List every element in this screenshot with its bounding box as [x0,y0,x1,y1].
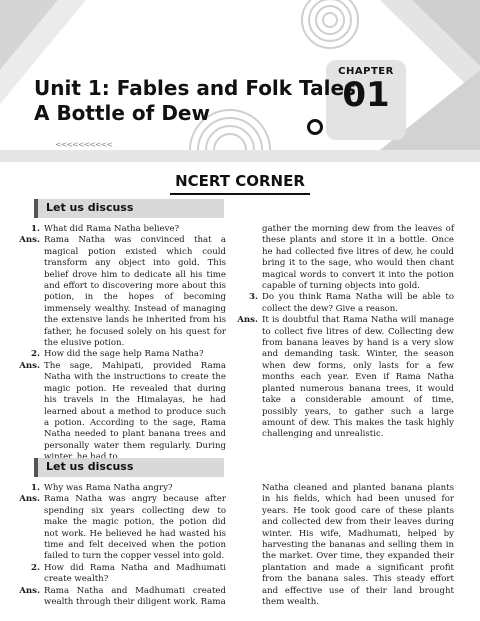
block1-right-column [226,224,454,441]
answer-2-continued: gather the morning dew from the leaves of these plants and store it in a bottle. Once he had collected five litres of dew, he could bring it to the sage, who would then chant magical words to convert it into the potion capable of turning objects into gold. [262,224,454,292]
unit-title-line2: A Bottle of Dew [34,101,210,125]
answer-2-continued: Natha cleaned and planted banana plants in his fields, which had been unused for years. He took good care of these plants and collected dew from their leaves during winter. His wife, Madhumati, helped by harvesting the bananas and selling them in the market. Over time, they expanded their plantation and made a significant profit from the banana sales. This steady effort and effective use of their land brought them wealth. [262,483,454,608]
unit-title [34,76,356,126]
unit-title-line1: Unit 1: Fables and Folk Tales [34,76,356,100]
block1-left-column [8,224,226,464]
chapter-number: 01 [342,75,390,115]
answer-1: Ans. Rama Natha was convinced that a magical potion existed which could transform any object into gold. This belief drove him to dedicate all his time and effort to discovering more about this potion, in the hopes of becoming immensely wealthy. Instead of managing the extensive lands he inherited from his father, he focused solely on his quest for the elusive potion. [19,235,226,349]
chapter-badge [326,66,406,113]
discuss-heading-marker [34,199,38,218]
question-1: 1. What did Rama Natha believe? [31,224,180,234]
discuss-heading-2 [34,458,224,477]
discuss-heading-text: Let us discuss [46,201,134,214]
chevrons-decoration: <<<<<<<<<< [55,140,113,149]
answer-3: Ans. It is doubtful that Rama Natha will manage to collect five litres of dew. Collecting dew from banana leaves by hand is a very slow and demanding task. Winter, the season when dew forms, only lasts for a few months each year. Even if Rama Natha planted numerous banana trees, it would take a considerable amount of time, possibly years, to gather such a large amount of dew. This makes the task highly challenging and unrealistic. [237,315,454,440]
block2-right-column [262,483,454,608]
question-2: 2. How did the sage help Rama Natha? [31,349,204,360]
chapter-label: CHAPTER [338,66,394,77]
answer-1: Ans. Rama Natha was angry because after spending six years collecting dew to make the magic potion, the potion did not work. He believed he had wasted his time and felt deceived when the potion failed to turn the copper vessel into gold. [19,494,226,562]
section-title: NCERT CORNER [175,172,305,190]
discuss-heading-1 [34,199,224,218]
answer-2: Ans. Rama Natha and Madhumati created wealth through their diligent work. Rama [19,585,226,608]
discuss-heading-text: Let us discuss [46,460,134,473]
discuss-heading-marker [34,458,38,477]
header-band [0,150,480,162]
question-3: 3. Do you think Rama Natha will be able to collect the dew? Give a reason. [249,292,454,314]
answer-2: Ans. The sage, Mahipati, provided Rama Natha with the instructions to create the magic potion. He revealed that during his travels in the Himalayas, he had learned about a method to produce such a potion. According to the sage, Rama Natha needed to plant banana trees and personally water them regularly. During [19,360,226,451]
section-title-underline [170,193,310,195]
question-2: 2. How did Rama Natha and Madhumati create wealth? [31,562,226,585]
block2-left-column [8,483,226,608]
question-1: 1. Why was Rama Natha angry? [31,483,173,493]
chapter-header [0,0,480,162]
ring-icon [307,119,323,135]
